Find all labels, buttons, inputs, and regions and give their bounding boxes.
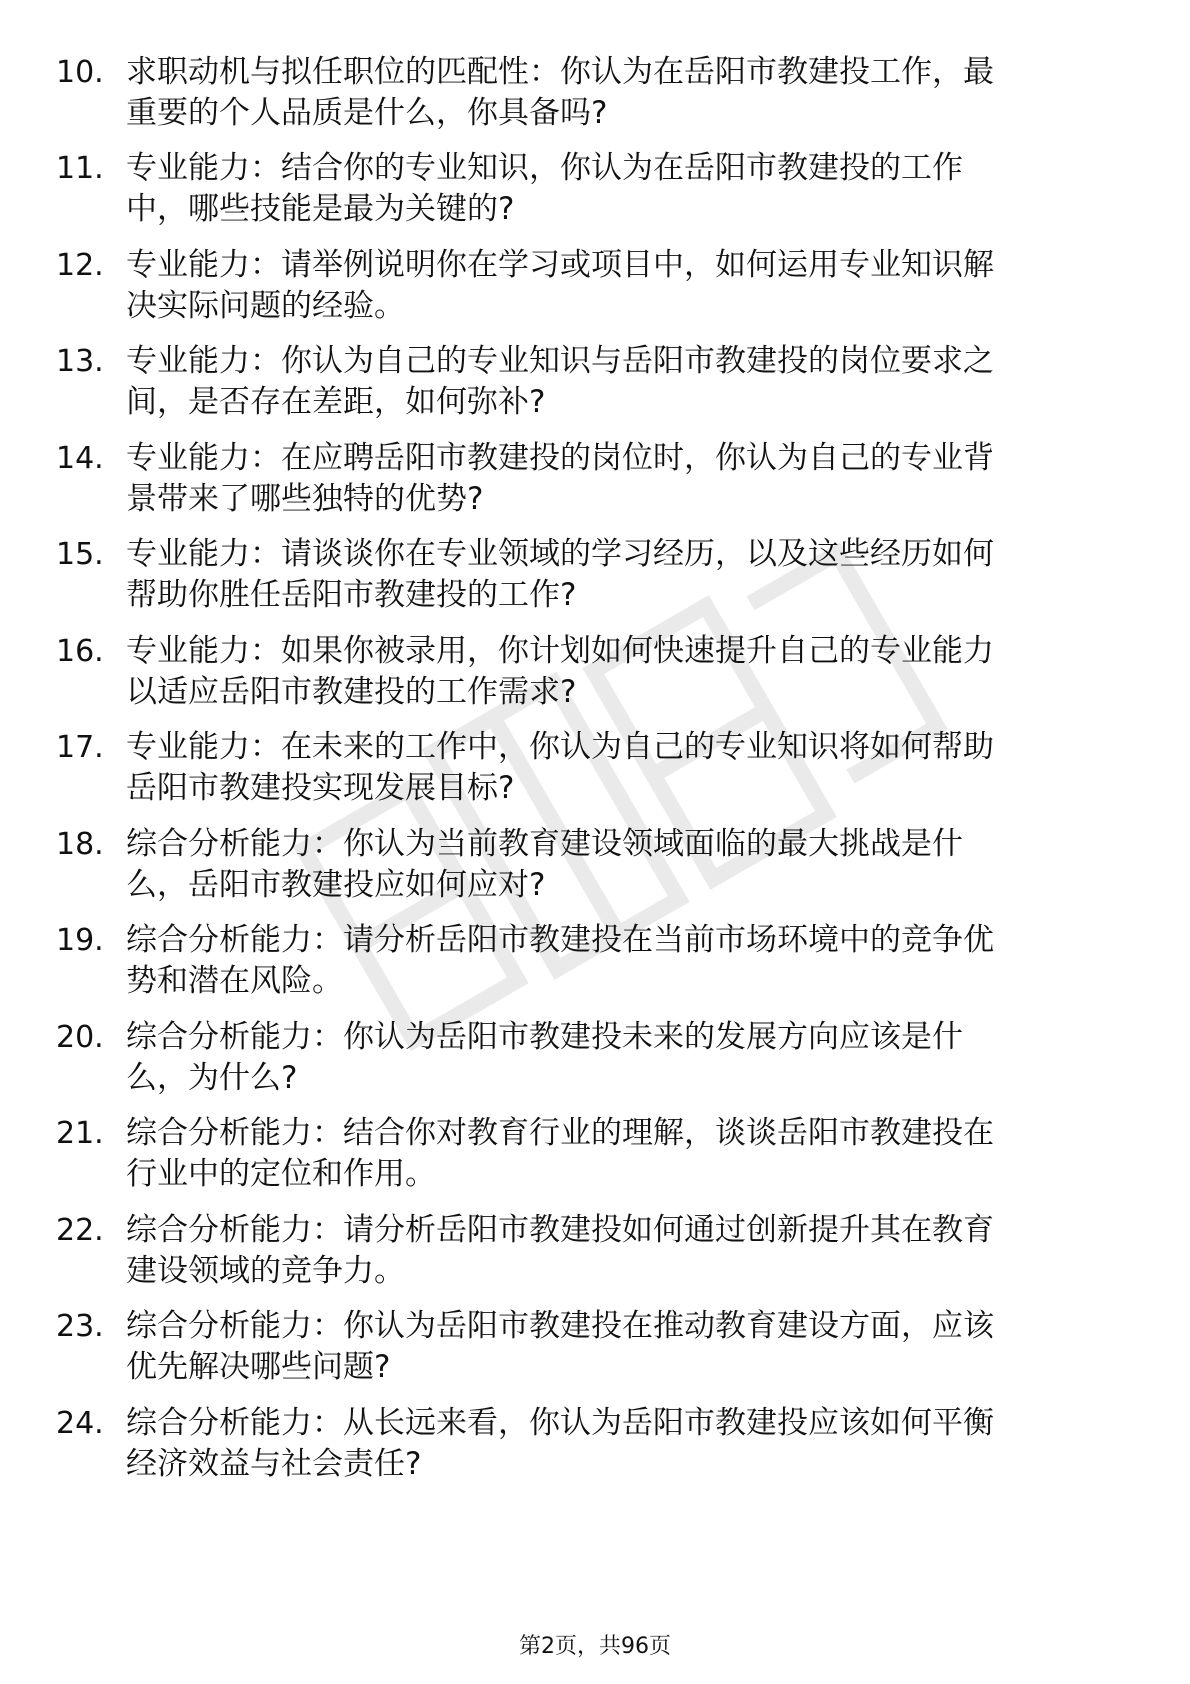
question-number: 20. <box>56 1020 104 1055</box>
question-text <box>126 534 1126 616</box>
question-text <box>126 824 1126 906</box>
question-item <box>0 148 1190 238</box>
question-line: 决实际问题的经验。 <box>126 288 405 324</box>
question-text <box>126 920 1126 1002</box>
question-line: 专业能力：结合你的专业知识，你认为在岳阳市教建投的工作 <box>126 150 963 186</box>
question-text <box>126 341 1126 423</box>
question-item <box>0 245 1190 335</box>
question-line: 势和潜在风险。 <box>126 963 343 999</box>
question-text <box>126 727 1126 809</box>
question-item <box>0 727 1190 817</box>
question-text <box>126 148 1126 230</box>
question-item <box>0 1210 1190 1300</box>
question-number: 14. <box>56 441 104 476</box>
question-line: 么，为什么? <box>126 1060 298 1096</box>
question-number: 21. <box>56 1116 104 1151</box>
question-number: 11. <box>56 151 104 186</box>
question-line: 综合分析能力：请分析岳阳市教建投在当前市场环境中的竞争优 <box>126 922 994 958</box>
question-line: 优先解决哪些问题? <box>126 1349 391 1385</box>
question-item <box>0 534 1190 624</box>
question-number: 13. <box>56 344 104 379</box>
question-line: 求职动机与拟任职位的匹配性：你认为在岳阳市教建投工作，最 <box>126 54 994 90</box>
question-number: 16. <box>56 634 104 669</box>
question-item <box>0 824 1190 914</box>
question-line: 综合分析能力：你认为岳阳市教建投在推动教育建设方面，应该 <box>126 1308 994 1344</box>
question-number: 23. <box>56 1309 104 1344</box>
question-item <box>0 631 1190 721</box>
question-line: 综合分析能力：结合你对教育行业的理解，谈谈岳阳市教建投在 <box>126 1115 994 1151</box>
question-item <box>0 920 1190 1010</box>
question-line: 专业能力：如果你被录用，你计划如何快速提升自己的专业能力 <box>126 633 994 669</box>
question-text <box>126 52 1126 134</box>
question-line: 景带来了哪些独特的优势? <box>126 481 484 517</box>
question-text <box>126 1210 1126 1292</box>
question-text <box>126 438 1126 520</box>
question-item <box>0 341 1190 431</box>
question-item <box>0 1017 1190 1107</box>
question-number: 19. <box>56 923 104 958</box>
question-item <box>0 438 1190 528</box>
question-line: 重要的个人品质是什么，你具备吗? <box>126 95 608 131</box>
question-item <box>0 52 1190 142</box>
question-number: 10. <box>56 55 104 90</box>
question-text <box>126 1113 1126 1195</box>
question-text <box>126 1017 1126 1099</box>
page-footer: 第2页，共96页 <box>519 1634 671 1659</box>
question-line: 专业能力：在应聘岳阳市教建投的岗位时，你认为自己的专业背 <box>126 440 994 476</box>
question-line: 专业能力：你认为自己的专业知识与岳阳市教建投的岗位要求之 <box>126 343 994 379</box>
question-number: 22. <box>56 1213 104 1248</box>
question-text <box>126 1403 1126 1485</box>
question-number: 17. <box>56 730 104 765</box>
question-line: 综合分析能力：你认为当前教育建设领域面临的最大挑战是什 <box>126 826 963 862</box>
question-line: 综合分析能力：请分析岳阳市教建投如何通过创新提升其在教育 <box>126 1212 994 1248</box>
question-line: 经济效益与社会责任? <box>126 1446 422 1482</box>
question-item <box>0 1403 1190 1493</box>
question-text <box>126 1306 1126 1388</box>
question-number: 24. <box>56 1406 104 1441</box>
question-text <box>126 245 1126 327</box>
question-line: 综合分析能力：从长远来看，你认为岳阳市教建投应该如何平衡 <box>126 1405 994 1441</box>
question-line: 帮助你胜任岳阳市教建投的工作? <box>126 577 577 613</box>
question-item <box>0 1306 1190 1396</box>
question-text <box>126 631 1126 713</box>
question-item <box>0 1113 1190 1203</box>
question-line: 间，是否存在差距，如何弥补? <box>126 384 546 420</box>
question-line: 专业能力：请谈谈你在专业领域的学习经历，以及这些经历如何 <box>126 536 994 572</box>
question-number: 12. <box>56 248 104 283</box>
question-line: 么，岳阳市教建投应如何应对? <box>126 867 546 903</box>
question-line: 中，哪些技能是最为关键的? <box>126 191 515 227</box>
question-line: 以适应岳阳市教建投的工作需求? <box>126 674 577 710</box>
question-line: 专业能力：在未来的工作中，你认为自己的专业知识将如何帮助 <box>126 729 994 765</box>
question-line: 专业能力：请举例说明你在学习或项目中，如何运用专业知识解 <box>126 247 994 283</box>
question-line: 行业中的定位和作用。 <box>126 1156 436 1192</box>
question-line: 综合分析能力：你认为岳阳市教建投未来的发展方向应该是什 <box>126 1019 963 1055</box>
question-line: 建设领域的竞争力。 <box>126 1253 405 1289</box>
question-line: 岳阳市教建投实现发展目标? <box>126 770 515 806</box>
question-number: 18. <box>56 827 104 862</box>
question-number: 15. <box>56 537 104 572</box>
